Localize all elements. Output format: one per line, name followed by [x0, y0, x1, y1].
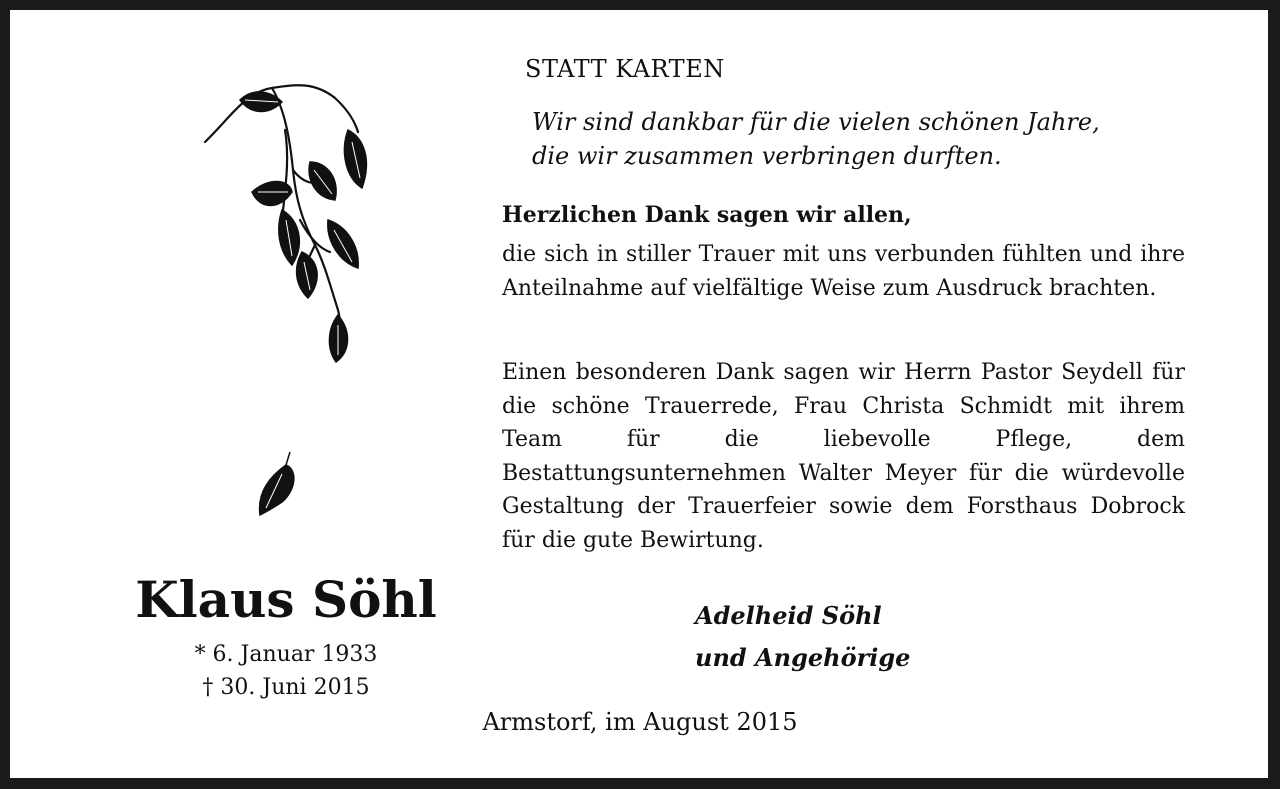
quote-line-2: die wir zusammen verbringen durften.: [532, 142, 1002, 170]
signer-line-1: Adelheid Söhl: [695, 601, 882, 630]
birch-branch-leaves-icon: [190, 70, 400, 530]
statt-karten-label: STATT KARTEN: [525, 55, 725, 83]
life-dates: [106, 638, 466, 704]
thanks-paragraph-2: Einen besonderen Dank sagen wir Herrn Pastor Seydell für die schöne Trauerrede, Frau Christa Schmidt mit ihrem Team für die liebevolle Pflege, dem Bestattungsunternehmen Walter Meyer für die würdevolle Gestaltung der Trauerfeier sowie dem Forsthaus Dobrock für die gute Bewirtung.: [502, 360, 1185, 553]
thanks-paragraph-1: die sich in stiller Trauer mit uns verbunden fühlten und ihre Anteilnahme auf vielfältige Weise zum Ausdruck brachten.: [502, 242, 1185, 301]
signer-line-2: und Angehörige: [695, 643, 911, 672]
quote-line-1: Wir sind dankbar für die vielen schönen Jahre,: [532, 108, 1100, 136]
birth-date: * 6. Januar 1933: [194, 642, 378, 667]
place-and-date: Armstorf, im August 2015: [482, 708, 798, 736]
notice-card: [10, 10, 1268, 778]
deceased-name: Klaus Söhl: [135, 570, 437, 629]
thanks-heading: Herzlichen Dank sagen wir allen,: [502, 202, 912, 228]
gratitude-quote: [532, 105, 1252, 173]
death-date: † 30. Juni 2015: [202, 675, 370, 700]
signers: [695, 595, 910, 679]
